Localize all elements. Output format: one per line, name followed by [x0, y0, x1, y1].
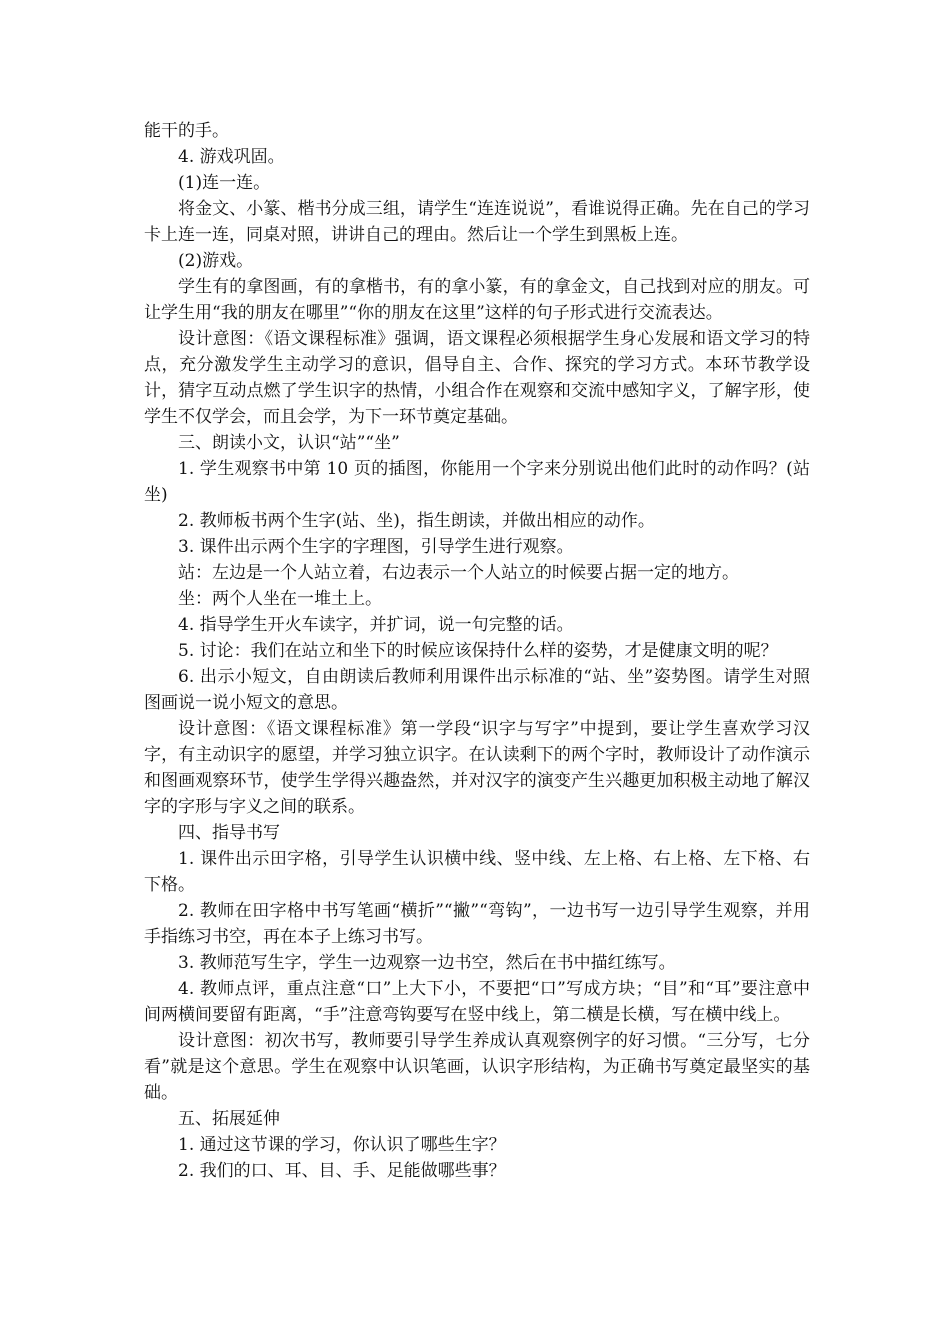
- section-heading: 三、朗读小文，认识“站”“坐”: [178, 433, 400, 453]
- step-paragraph: 5. 讨论：我们在站立和坐下的时候应该保持什么样的姿势，才是健康文明的呢？: [178, 641, 778, 661]
- paragraph-continuation: 能干的手。: [144, 121, 229, 141]
- step-paragraph: 3. 教师范写生字，学生一边观察一边书空，然后在书中描红练写。: [178, 953, 676, 973]
- design-intent-paragraph: 设计意图：初次书写，教师要引导学生养成认真观察例字的好习惯。“三分写，七分看”就是这个意思。学生在观察中认识笔画，认识字形结构，为正确书写奠定最坚实的基础。: [144, 1031, 810, 1103]
- design-intent-paragraph: 设计意图：《语文课程标准》第一学段“识字与写字”中提到，要让学生喜欢学习汉字，有主动识字的愿望，并学习独立识字。在认读剩下的两个字时，教师设计了动作演示和图画观察环节，使学生学得兴趣盎然，并对汉字的演变产生兴趣更加积极主动地了解汉字的字形与字义之间的联系。: [144, 719, 810, 817]
- step-paragraph: 4. 教师点评，重点注意“口”上大下小，不要把“口”写成方块；“目”和“耳”要注意中间两横间要留有距离，“手”注意弯钩要写在竖中线上，第二横是长横，写在横中线上。: [144, 979, 810, 1025]
- paragraph: 将金文、小篆、楷书分成三组，请学生“连连说说”，看谁说得正确。先在自己的学习卡上连一连，同桌对照，讲讲自己的理由。然后让一个学生到黑板上连。: [144, 199, 810, 245]
- step-paragraph: 2. 教师板书两个生字(站、坐)，指生朗读，并做出相应的动作。: [178, 511, 655, 531]
- step-paragraph: 3. 课件出示两个生字的字理图，引导学生进行观察。: [178, 537, 574, 557]
- section-heading: 五、拓展延伸: [178, 1109, 280, 1129]
- step-paragraph: 2. 教师在田字格中书写笔画“横折”“撇”“弯钩”，一边书写一边引导学生观察，并用手指练习书空，再在本子上练习书写。: [144, 901, 810, 947]
- step-paragraph: 6. 出示小短文，自由朗读后教师利用课件出示标准的“站、坐”姿势图。请学生对照图画说一说小短文的意思。: [144, 667, 810, 713]
- design-intent-paragraph: 设计意图：《语文课程标准》强调，语文课程必须根据学生身心发展和语文学习的特点，充分激发学生主动学习的意识，倡导自主、合作、探究的学习方式。本环节教学设计，猜字互动点燃了学生识字的热情，小组合作在观察和交流中感知字义，了解字形，使学生不仅学会，而且会学，为下一环节奠定基础。: [144, 329, 810, 427]
- document-page: [144, 118, 827, 1184]
- step-paragraph: 1. 学生观察书中第 10 页的插图，你能用一个字来分别说出他们此时的动作吗？(站 坐): [144, 459, 827, 505]
- paragraph: 坐：两个人坐在一堆土上。: [178, 589, 382, 609]
- paragraph: 站：左边是一个人站立着，右边表示一个人站立的时候要占据一定的地方。: [178, 563, 739, 583]
- paragraph: 学生有的拿图画，有的拿楷书，有的拿小篆，有的拿金文，自己找到对应的朋友。可让学生用“我的朋友在哪里”“你的朋友在这里”这样的句子形式进行交流表达。: [144, 277, 810, 323]
- step-paragraph: 2. 我们的口、耳、目、手、足能做哪些事？: [178, 1161, 506, 1181]
- step-paragraph: 1. 课件出示田字格，引导学生认识横中线、竖中线、左上格、右上格、左下格、右下格。: [144, 849, 810, 895]
- sub-step-heading: (1)连一连。: [178, 173, 271, 193]
- step-paragraph: 1. 通过这节课的学习，你认识了哪些生字？: [178, 1135, 506, 1155]
- step-paragraph: 4. 指导学生开火车读字，并扩词，说一句完整的话。: [178, 615, 574, 635]
- sub-step-heading: (2)游戏。: [178, 251, 254, 271]
- step-heading: 4. 游戏巩固。: [178, 147, 285, 167]
- section-heading: 四、指导书写: [178, 823, 280, 843]
